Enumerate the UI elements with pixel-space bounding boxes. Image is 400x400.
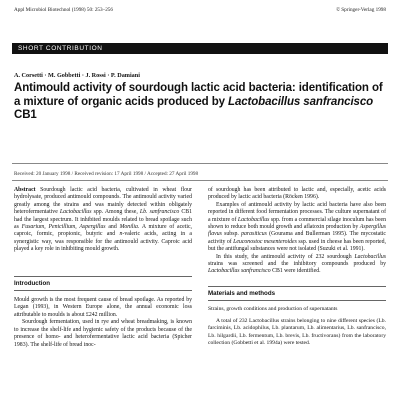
abstract-species: Lb. sanfrancisco (139, 209, 180, 216)
body-species: Aspergillus flavus (208, 224, 386, 238)
body-text: CB1 were identified. (270, 268, 321, 275)
body-genus: Lactobacillus (354, 253, 386, 260)
article-type-banner: SHORT CONTRIBUTION (12, 43, 388, 54)
abstract-text: -valeric acids, acting in a synergistic way, was responsible for the antimould activity. Caproic acid played a key role in inhibiting mould growth. (14, 231, 192, 253)
body-text: subsp. (221, 231, 242, 238)
left-column (14, 187, 192, 349)
section-divider (208, 286, 386, 287)
section-divider (14, 276, 192, 277)
abstract-text: CB1 had the largest spectrum. It inhibited moulds related to bread spoilage such as (14, 209, 192, 231)
body-species: Lactobacillus sanfrancisco (208, 268, 271, 275)
body-species: Leuconostoc mesenteroides (233, 238, 297, 245)
section-divider (208, 300, 386, 301)
abstract-text: . A mixture of acetic, caproic, formic, propionic, butyric and (14, 224, 193, 238)
submission-history: Received: 20 January 1998 / Received revision: 17 April 1998 / Accepted: 27 April 1998 (14, 171, 199, 177)
methods-paragraph: A total of 232 Lactobacillus strains belonging to nine different species (Lb. farciminis, Lb. acidophilus, Lb. plantarum, Lb. alimentarius, Lb. sanfrancisco, Lb. hilgardii, Lb. fermentum, Lb. brevis, Lb. fructivorans) from the laboratory collection (Gobbetti et al. 1994a) were tested. (208, 317, 386, 346)
methods-heading: Materials and methods (208, 289, 276, 297)
introduction-heading: Introduction (14, 279, 51, 287)
history-divider (12, 180, 388, 181)
body-paragraph (208, 254, 386, 276)
abstract-n: n (119, 231, 123, 238)
body-text: ssp. used in cheese has been reported, but the antifungal substances were not isolated (Suzuki et al. 1991). (208, 238, 386, 253)
title-species: Lactobacillus sanfrancisco (228, 95, 374, 108)
article-title (14, 82, 386, 123)
abstract-moulds: Fusarium, Penicillium, Aspergillus (21, 224, 106, 231)
journal-citation: Appl Microbiol Biotechnol (1998) 50: 253–256 (14, 7, 113, 13)
body-paragraph: of sourdough has been attributed to lactic and, especially, acetic acids produced by lactic acid bacteria (Röcken 1996). (208, 187, 386, 201)
body-paragraph (208, 202, 386, 254)
abstract-text: spp. Among these, (91, 209, 140, 216)
body-genus: Lactobacillus (237, 216, 270, 223)
intro-paragraph: Sourdough fermentation, used in rye and wheat breadmaking, is known to increase the shelf-life and hygienic safety of the products because of the presence of homo- and heterofermentative lactic acid bacteria (Spicher 1983). The shelf-life of bread inoc- (14, 319, 192, 348)
section-divider (14, 290, 192, 291)
title-text: Antimould activity of sourdough lactic acid bacteria: identification of a mixture of organic acids produced by (14, 82, 383, 108)
abstract-label: Abstract (14, 187, 36, 193)
body-text: Examples of antimould activity by lactic acid bacteria have also been reported in different food fermentation processes. The culture supernatant of a mixture of (208, 201, 386, 223)
body-text: In this study, the antimould activity of 232 sourdough (216, 253, 355, 260)
body-subspecies: parasiticus (241, 231, 267, 238)
copyright-notice: © Springer-Verlag 1998 (336, 7, 386, 13)
abstract-genus: Lactobacillus (59, 209, 92, 216)
body-text: strains was screened and the inhibitory compounds produced by (208, 261, 386, 268)
right-column (208, 187, 386, 347)
abstract (14, 187, 192, 254)
abstract-text: and (105, 224, 120, 231)
methods-subheading: Strains, growth conditions and production of supernatants (208, 306, 338, 313)
abstract-text: Sourdough lactic acid bacteria, cultivated in wheat flour hydrolysate, produced antimould compounds. The antimould activity varied greatly among the strains and was mainly detected within obligately heterofermentative (14, 187, 192, 216)
title-strain: CB1 (14, 109, 37, 121)
intro-paragraph: Mould growth is the most frequent cause of bread spoilage. As reported by Legan (1993), in Western Europe alone, the annual economic loss attributable to moulds is about £242 million. (14, 297, 192, 318)
abstract-monilia: Monilia (119, 224, 138, 231)
title-divider (12, 163, 388, 164)
body-text: spp. from a commercial silage inoculum has been shown to reduce both mould growth and aflatoxin production by (208, 216, 386, 231)
body-text: (Gourama and Bullerman 1995). The mycostatic activity of (208, 231, 386, 245)
author-list: A. Corsetti · M. Gobbetti · J. Rossi · P. Damiani (14, 72, 140, 79)
